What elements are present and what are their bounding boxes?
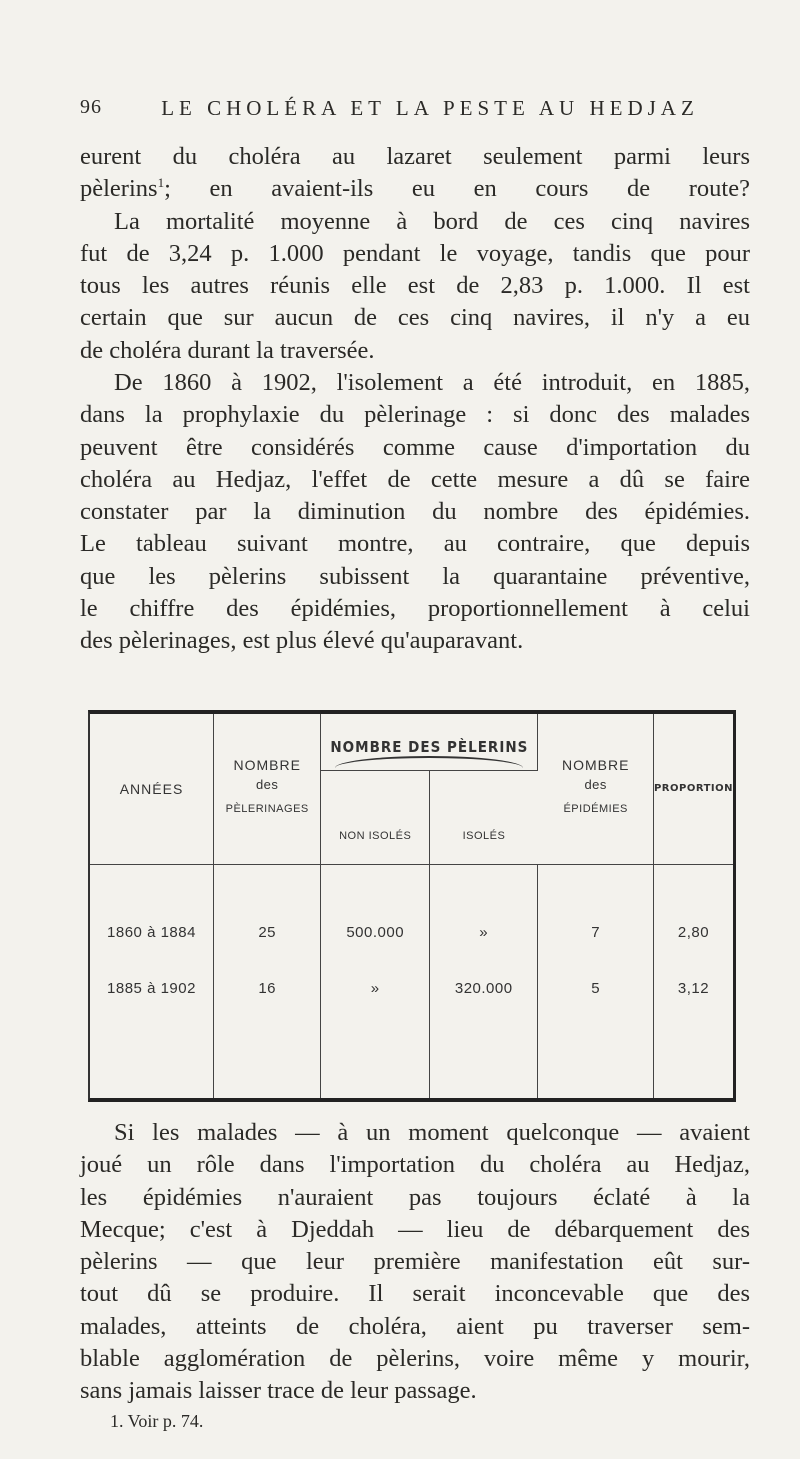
cell-proportion: 3,12 xyxy=(677,980,710,998)
header-proportion: PROPORTION xyxy=(653,714,733,864)
text-line: Mecque; c'est à Djeddah — lieu de débarquement des xyxy=(80,1215,750,1243)
header-epidemies: NOMBRE des ÉPIDÉMIES xyxy=(538,714,654,864)
text-line: constater par la diminution du nombre des épidémies. xyxy=(80,498,750,526)
text-line: que les pèlerins subissent la quarantaine préventive, xyxy=(80,562,750,590)
text-line: certain que sur aucun de ces cinq navires, il n'y a eu xyxy=(80,304,750,332)
cell-epidemies: 7 xyxy=(538,864,654,976)
text-line: joué un rôle dans l'importation du choléra au Hedjaz, xyxy=(80,1151,750,1179)
text-line: eurent du choléra au lazaret seulement parmi leurs xyxy=(80,143,750,170)
text-line: pèlerins$^1$; en avaient-ils eu en cours de route? xyxy=(80,175,750,203)
text-line: le chiffre des épidémies, proportionnellement à celui xyxy=(80,595,750,623)
cell-pelerinages: 16 xyxy=(214,976,321,1098)
text-line: choléra au Hedjaz, l'effet de cette mesure a dû se faire xyxy=(80,465,750,493)
text-line: blable agglomération de pèlerins, voire même y mourir, xyxy=(80,1345,750,1373)
text-line: pèlerins — que leur première manifestation eût sur- xyxy=(80,1248,750,1276)
cell-epidemies: 5 xyxy=(538,976,654,1098)
cell-proportion: 2,80 xyxy=(677,923,710,941)
text-line: Si les malades — à un moment quelconque — avaient xyxy=(114,1119,750,1146)
cell-non-isoles: » xyxy=(321,976,430,1098)
text-line: Le tableau suivant montre, au contraire, que depuis xyxy=(80,530,750,558)
page-number: 96 xyxy=(80,96,102,118)
text-line: fut de 3,24 p. 1.000 pendant le voyage, tandis que pour xyxy=(80,239,750,267)
text-line: La mortalité moyenne à bord de ces cinq navires xyxy=(114,207,750,235)
text-line: les épidémies n'auraient pas toujours éclaté à la xyxy=(80,1183,750,1211)
text-line: des pèlerinages, est plus élevé qu'auparavant. xyxy=(80,627,524,655)
text-line: De 1860 à 1902, l'isolement a été introduit, en 1885, xyxy=(114,369,750,396)
cell-pelerinages: 25 xyxy=(214,864,321,976)
page-header xyxy=(80,96,740,130)
header-isoles: ISOLÉS xyxy=(430,770,538,864)
paragraph-2 xyxy=(80,367,750,658)
header-non-isoles: NON ISOLÉS xyxy=(321,770,430,864)
header-annees: ANNÉES xyxy=(90,714,214,864)
header-pelerinages: NOMBRE des PÈLERINAGES xyxy=(214,714,321,864)
header-nombre-pelerins: NOMBRE DES PÈLERINS xyxy=(321,714,538,770)
text-line: malades, atteints de choléra, aient pu traverser sem- xyxy=(80,1312,750,1340)
text-line: dans la prophylaxie du pèlerinage : si donc des malades xyxy=(80,401,750,429)
cell-annees: 1860 à 1884 xyxy=(90,864,214,976)
cell-isoles: » xyxy=(430,864,538,976)
table-row xyxy=(90,864,733,976)
text-line: tout dû se produire. Il serait inconcevable que des xyxy=(80,1280,750,1308)
footnote: 1. Voir p. 74. xyxy=(110,1411,204,1431)
brace-divider xyxy=(335,756,523,768)
paragraph-3 xyxy=(80,1117,750,1408)
epidemics-table xyxy=(88,710,736,1102)
paragraph-1 xyxy=(80,141,750,367)
table-row xyxy=(90,976,733,1098)
cell-annees: 1885 à 1902 xyxy=(90,976,214,1098)
text-line: de choléra durant la traversée. xyxy=(80,336,375,364)
cell-isoles: 320.000 xyxy=(430,976,538,1098)
footnote-marker: 1 xyxy=(157,175,165,191)
running-title: LE CHOLÉRA ET LA PESTE AU HEDJAZ xyxy=(161,96,699,120)
text-line: sans jamais laisser trace de leur passage. xyxy=(80,1377,477,1405)
text-line: tous les autres réunis elle est de 2,83 p. 1.000. Il est xyxy=(80,272,750,300)
cell-non-isoles: 500.000 xyxy=(321,864,430,976)
text-line: peuvent être considérés comme cause d'importation du xyxy=(80,433,750,461)
